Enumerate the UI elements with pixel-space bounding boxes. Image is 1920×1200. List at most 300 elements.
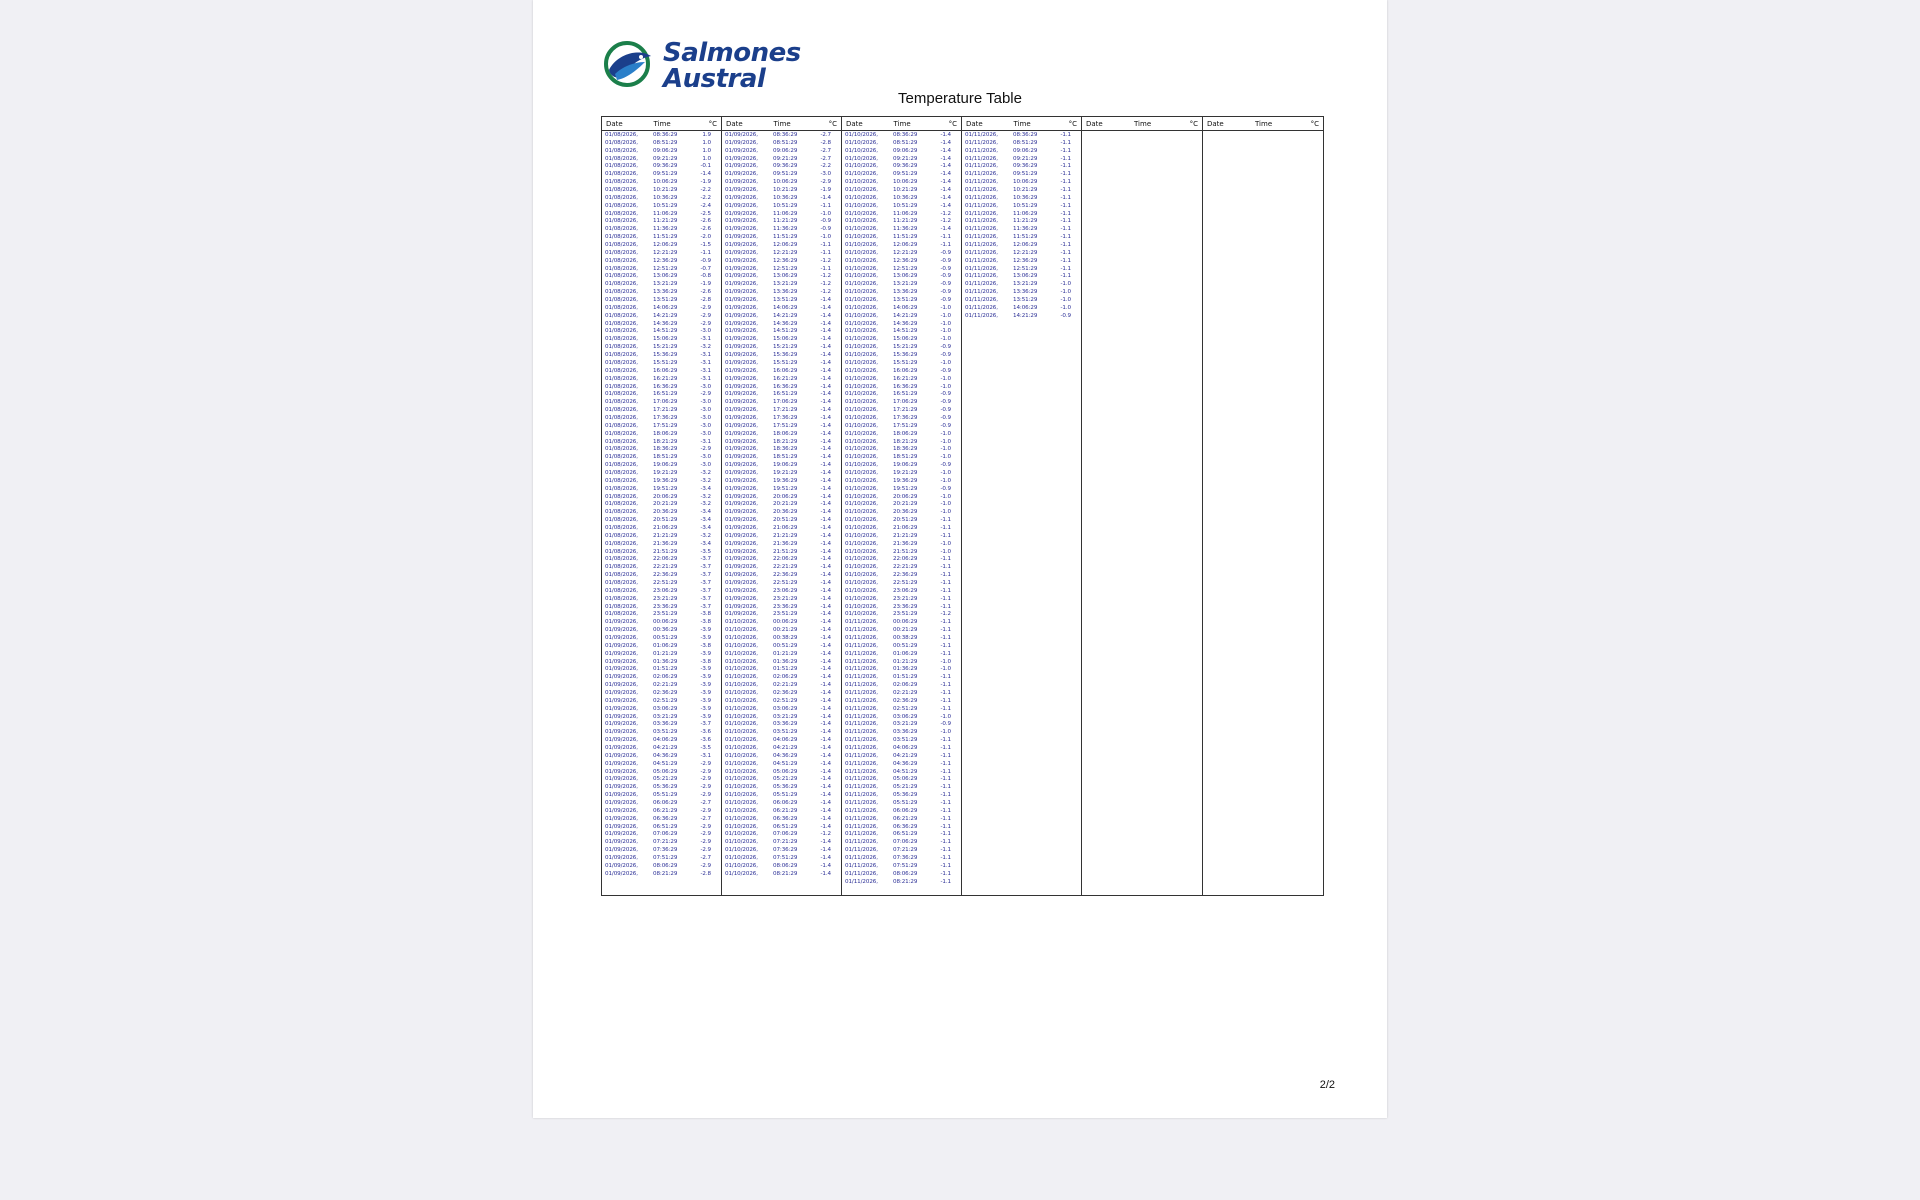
reading-temperature: -0.9 [940, 344, 951, 351]
reading-temperature: -3.0 [700, 328, 711, 335]
reading-temperature: -1.4 [820, 682, 831, 689]
reading-time: 02:36:29 [893, 697, 918, 704]
reading-time: 21:21:29 [773, 532, 798, 539]
reading-row [725, 486, 838, 494]
reading-row [965, 195, 1078, 203]
column-subheader-celsius: °C [1189, 119, 1198, 128]
reading-date: 01/09/2026, [605, 870, 638, 877]
reading-date: 01/10/2026, [845, 163, 878, 170]
reading-row [605, 226, 718, 234]
reading-time: 14:06:29 [893, 304, 918, 311]
reading-temperature: -3.9 [700, 682, 711, 689]
reading-time: 21:51:29 [773, 548, 798, 555]
document-page [533, 0, 1387, 1118]
reading-temperature: -3.1 [700, 336, 711, 343]
reading-date: 01/09/2026, [605, 831, 638, 838]
reading-time: 18:21:29 [893, 438, 918, 445]
reading-date: 01/11/2026, [965, 297, 998, 304]
reading-time: 09:21:29 [653, 155, 678, 162]
reading-time: 22:06:29 [653, 556, 678, 563]
reading-temperature: -1.4 [820, 359, 831, 366]
reading-temperature: -1.1 [940, 564, 951, 571]
reading-time: 16:36:29 [773, 383, 798, 390]
reading-temperature: -3.4 [700, 517, 711, 524]
reading-row [965, 179, 1078, 187]
reading-date: 01/10/2026, [725, 752, 758, 759]
reading-temperature: -1.1 [1060, 242, 1071, 249]
reading-date: 01/10/2026, [845, 242, 878, 249]
reading-temperature: -2.9 [820, 179, 831, 186]
reading-date: 01/10/2026, [725, 674, 758, 681]
reading-time: 11:06:29 [653, 210, 678, 217]
reading-temperature: -3.6 [700, 729, 711, 736]
reading-time: 12:21:29 [653, 249, 678, 256]
reading-time: 07:21:29 [893, 847, 918, 854]
reading-row [965, 234, 1078, 242]
reading-date: 01/10/2026, [845, 517, 878, 524]
reading-row [725, 706, 838, 714]
reading-time: 04:51:29 [773, 760, 798, 767]
reading-temperature: -1.1 [940, 705, 951, 712]
reading-time: 22:51:29 [653, 579, 678, 586]
reading-time: 08:21:29 [893, 878, 918, 885]
reading-row [725, 195, 838, 203]
reading-row [845, 258, 958, 266]
reading-row [605, 195, 718, 203]
reading-temperature: -3.4 [700, 485, 711, 492]
reading-row [845, 242, 958, 250]
reading-time: 01:51:29 [653, 666, 678, 673]
reading-row [725, 368, 838, 376]
reading-date: 01/08/2026, [605, 595, 638, 602]
reading-temperature: -1.1 [820, 242, 831, 249]
reading-temperature: -1.4 [940, 147, 951, 154]
reading-row [725, 281, 838, 289]
reading-temperature: -3.5 [700, 745, 711, 752]
reading-row [845, 203, 958, 211]
reading-time: 10:06:29 [653, 179, 678, 186]
reading-time: 23:36:29 [653, 603, 678, 610]
reading-time: 07:21:29 [653, 839, 678, 846]
reading-date: 01/10/2026, [725, 839, 758, 846]
reading-row [725, 525, 838, 533]
reading-time: 14:06:29 [1013, 304, 1038, 311]
reading-time: 04:06:29 [893, 745, 918, 752]
reading-date: 01/11/2026, [845, 800, 878, 807]
reading-row [845, 462, 958, 470]
reading-time: 16:06:29 [773, 367, 798, 374]
reading-row [725, 611, 838, 619]
reading-time: 12:21:29 [773, 249, 798, 256]
reading-time: 10:21:29 [773, 187, 798, 194]
reading-date: 01/09/2026, [725, 383, 758, 390]
reading-time: 02:36:29 [653, 690, 678, 697]
reading-temperature: -1.4 [820, 297, 831, 304]
reading-date: 01/09/2026, [605, 862, 638, 869]
reading-row [725, 596, 838, 604]
reading-temperature: -1.1 [940, 524, 951, 531]
reading-temperature: -2.9 [700, 776, 711, 783]
reading-row [725, 344, 838, 352]
reading-temperature: -1.1 [1060, 179, 1071, 186]
reading-temperature: -1.1 [940, 532, 951, 539]
reading-temperature: -0.1 [700, 163, 711, 170]
reading-time: 11:36:29 [1013, 226, 1038, 233]
reading-date: 01/10/2026, [725, 713, 758, 720]
reading-row [725, 517, 838, 525]
reading-date: 01/10/2026, [845, 532, 878, 539]
reading-date: 01/10/2026, [725, 792, 758, 799]
reading-temperature: -1.1 [940, 642, 951, 649]
reading-date: 01/11/2026, [845, 807, 878, 814]
reading-date: 01/09/2026, [725, 367, 758, 374]
reading-row [605, 816, 718, 824]
reading-row [725, 494, 838, 502]
reading-temperature: -1.1 [1060, 202, 1071, 209]
reading-row [605, 619, 718, 627]
reading-time: 16:51:29 [893, 391, 918, 398]
reading-time: 01:06:29 [653, 642, 678, 649]
reading-time: 22:06:29 [773, 556, 798, 563]
reading-temperature: -2.9 [700, 839, 711, 846]
reading-date: 01/09/2026, [605, 792, 638, 799]
reading-time: 14:51:29 [773, 328, 798, 335]
reading-row [845, 360, 958, 368]
reading-row [725, 800, 838, 808]
reading-temperature: -1.4 [820, 391, 831, 398]
reading-time: 23:36:29 [773, 603, 798, 610]
reading-date: 01/10/2026, [725, 729, 758, 736]
reading-row [605, 706, 718, 714]
reading-date: 01/10/2026, [725, 642, 758, 649]
reading-row [965, 273, 1078, 281]
reading-temperature: -1.4 [820, 579, 831, 586]
reading-temperature: -1.1 [820, 202, 831, 209]
reading-date: 01/09/2026, [605, 690, 638, 697]
reading-temperature: -3.9 [700, 635, 711, 641]
reading-date: 01/11/2026, [965, 312, 998, 319]
reading-row [965, 266, 1078, 274]
reading-row [605, 682, 718, 690]
reading-temperature: -1.1 [820, 265, 831, 272]
reading-temperature: 1.9 [702, 132, 711, 138]
reading-temperature: -1.1 [940, 737, 951, 744]
reading-time: 08:36:29 [1013, 132, 1038, 138]
reading-date: 01/10/2026, [845, 234, 878, 241]
reading-date: 01/09/2026, [605, 760, 638, 767]
reading-date: 01/08/2026, [605, 485, 638, 492]
reading-temperature: -3.9 [700, 713, 711, 720]
reading-date: 01/10/2026, [725, 823, 758, 830]
reading-date: 01/09/2026, [725, 171, 758, 178]
reading-time: 09:36:29 [773, 163, 798, 170]
reading-time: 14:36:29 [893, 320, 918, 327]
reading-date: 01/08/2026, [605, 587, 638, 594]
reading-date: 01/08/2026, [605, 477, 638, 484]
reading-row [605, 666, 718, 674]
reading-time: 09:51:29 [1013, 171, 1038, 178]
reading-time: 10:51:29 [773, 202, 798, 209]
reading-row [845, 273, 958, 281]
reading-row [605, 140, 718, 148]
reading-date: 01/09/2026, [725, 572, 758, 579]
reading-row [725, 753, 838, 761]
reading-date: 01/10/2026, [845, 438, 878, 445]
reading-date: 01/11/2026, [845, 705, 878, 712]
reading-time: 09:36:29 [653, 163, 678, 170]
reading-time: 20:36:29 [893, 509, 918, 516]
reading-row [605, 391, 718, 399]
reading-date: 01/08/2026, [605, 312, 638, 319]
reading-date: 01/11/2026, [965, 202, 998, 209]
reading-date: 01/09/2026, [725, 540, 758, 547]
reading-temperature: -2.9 [700, 807, 711, 814]
reading-date: 01/10/2026, [725, 870, 758, 877]
reading-temperature: -1.1 [940, 807, 951, 814]
reading-date: 01/08/2026, [605, 532, 638, 539]
reading-temperature: -1.1 [1060, 155, 1071, 162]
reading-time: 10:21:29 [1013, 187, 1038, 194]
reading-time: 04:51:29 [653, 760, 678, 767]
reading-time: 09:06:29 [773, 147, 798, 154]
reading-temperature: -2.9 [700, 391, 711, 398]
reading-date: 01/08/2026, [605, 407, 638, 414]
reading-row [845, 533, 958, 541]
reading-time: 09:06:29 [1013, 147, 1038, 154]
reading-temperature: -1.4 [820, 713, 831, 720]
reading-date: 01/09/2026, [725, 179, 758, 186]
reading-row [605, 604, 718, 612]
reading-temperature: -1.2 [820, 281, 831, 288]
reading-temperature: -3.7 [700, 595, 711, 602]
reading-date: 01/11/2026, [845, 619, 878, 626]
reading-temperature: -0.9 [940, 391, 951, 398]
reading-temperature: -2.7 [820, 132, 831, 138]
reading-temperature: -1.4 [820, 438, 831, 445]
reading-row [725, 250, 838, 258]
reading-date: 01/10/2026, [725, 768, 758, 775]
reading-row [725, 187, 838, 195]
reading-time: 12:51:29 [773, 265, 798, 272]
reading-temperature: -1.1 [940, 862, 951, 869]
reading-time: 22:36:29 [653, 572, 678, 579]
reading-date: 01/11/2026, [965, 147, 998, 154]
reading-temperature: -0.9 [940, 485, 951, 492]
reading-temperature: -0.9 [700, 257, 711, 264]
reading-row [845, 478, 958, 486]
reading-time: 17:51:29 [893, 422, 918, 429]
reading-date: 01/10/2026, [725, 737, 758, 744]
reading-temperature: -1.0 [940, 328, 951, 335]
reading-date: 01/09/2026, [725, 611, 758, 618]
reading-row [725, 156, 838, 164]
reading-temperature: -2.8 [700, 870, 711, 877]
reading-row [845, 352, 958, 360]
column-subheader-date: Date [1086, 119, 1103, 128]
reading-time: 12:36:29 [893, 257, 918, 264]
reading-date: 01/09/2026, [725, 556, 758, 563]
reading-time: 06:36:29 [653, 815, 678, 822]
reading-time: 05:06:29 [773, 768, 798, 775]
reading-time: 01:36:29 [653, 658, 678, 665]
reading-row [605, 368, 718, 376]
reading-date: 01/10/2026, [725, 862, 758, 869]
reading-date: 01/10/2026, [845, 328, 878, 335]
data-column-1 [722, 131, 842, 896]
reading-date: 01/10/2026, [845, 194, 878, 201]
reading-time: 20:21:29 [653, 501, 678, 508]
reading-temperature: -1.4 [820, 627, 831, 634]
reading-date: 01/09/2026, [605, 650, 638, 657]
column-subheader-time: Time [1255, 119, 1273, 128]
reading-time: 11:21:29 [893, 218, 918, 225]
reading-date: 01/10/2026, [845, 430, 878, 437]
reading-date: 01/11/2026, [845, 839, 878, 846]
reading-date: 01/10/2026, [845, 469, 878, 476]
reading-date: 01/08/2026, [605, 281, 638, 288]
reading-temperature: -3.9 [700, 627, 711, 634]
reading-row [845, 179, 958, 187]
reading-time: 23:21:29 [893, 595, 918, 602]
reading-time: 07:36:29 [773, 847, 798, 854]
col-4-header-date [1082, 117, 1203, 131]
reading-date: 01/08/2026, [605, 218, 638, 225]
reading-temperature: -1.4 [820, 792, 831, 799]
reading-temperature: -0.9 [940, 289, 951, 296]
reading-row [725, 604, 838, 612]
reading-date: 01/10/2026, [845, 265, 878, 272]
reading-temperature: -3.0 [700, 383, 711, 390]
reading-row [965, 305, 1078, 313]
reading-temperature: -3.7 [700, 556, 711, 563]
reading-temperature: -0.9 [940, 352, 951, 359]
reading-row [845, 635, 958, 643]
reading-date: 01/09/2026, [725, 210, 758, 217]
reading-row [845, 839, 958, 847]
reading-time: 21:06:29 [653, 524, 678, 531]
reading-row [725, 132, 838, 140]
reading-row [845, 281, 958, 289]
reading-temperature: -3.9 [700, 705, 711, 712]
reading-date: 01/10/2026, [725, 619, 758, 626]
reading-time: 05:21:29 [773, 776, 798, 783]
reading-row [845, 423, 958, 431]
reading-date: 01/09/2026, [725, 344, 758, 351]
reading-date: 01/08/2026, [605, 509, 638, 516]
reading-date: 01/10/2026, [845, 477, 878, 484]
reading-temperature: -1.4 [820, 462, 831, 469]
reading-row [845, 596, 958, 604]
reading-date: 01/10/2026, [845, 359, 878, 366]
reading-row [845, 847, 958, 855]
reading-date: 01/08/2026, [605, 454, 638, 461]
reading-temperature: -1.4 [820, 501, 831, 508]
reading-date: 01/08/2026, [605, 430, 638, 437]
reading-row [605, 847, 718, 855]
reading-time: 04:36:29 [773, 752, 798, 759]
reading-row [845, 336, 958, 344]
reading-row [845, 879, 958, 887]
reading-row [605, 352, 718, 360]
reading-row [845, 588, 958, 596]
reading-date: 01/08/2026, [605, 517, 638, 524]
reading-row [725, 816, 838, 824]
reading-row [845, 501, 958, 509]
column-3-rows [962, 131, 1081, 321]
reading-row [845, 328, 958, 336]
reading-temperature: -2.7 [820, 147, 831, 154]
reading-date: 01/09/2026, [725, 407, 758, 414]
reading-time: 22:06:29 [893, 556, 918, 563]
reading-row [605, 871, 718, 879]
reading-temperature: -3.2 [700, 477, 711, 484]
reading-time: 23:51:29 [773, 611, 798, 618]
reading-row [725, 305, 838, 313]
reading-date: 01/09/2026, [725, 517, 758, 524]
reading-time: 13:06:29 [773, 273, 798, 280]
reading-temperature: -3.0 [700, 399, 711, 406]
reading-date: 01/09/2026, [725, 297, 758, 304]
reading-row [725, 226, 838, 234]
reading-date: 01/08/2026, [605, 210, 638, 217]
reading-row [725, 163, 838, 171]
reading-date: 01/09/2026, [725, 579, 758, 586]
reading-time: 10:36:29 [653, 194, 678, 201]
reading-temperature: -1.1 [940, 587, 951, 594]
reading-date: 01/11/2026, [845, 635, 878, 641]
reading-date: 01/11/2026, [845, 697, 878, 704]
reading-date: 01/11/2026, [845, 642, 878, 649]
reading-row [725, 399, 838, 407]
reading-time: 02:06:29 [773, 674, 798, 681]
reading-time: 00:51:29 [653, 635, 678, 641]
reading-row [845, 549, 958, 557]
reading-time: 21:21:29 [653, 532, 678, 539]
reading-row [965, 148, 1078, 156]
reading-time: 23:36:29 [893, 603, 918, 610]
reading-date: 01/08/2026, [605, 234, 638, 241]
reading-temperature: -1.4 [820, 320, 831, 327]
reading-temperature: -3.9 [700, 690, 711, 697]
reading-temperature: -1.4 [820, 383, 831, 390]
column-subheader-celsius: °C [1068, 119, 1077, 128]
reading-date: 01/09/2026, [725, 399, 758, 406]
reading-temperature: -1.1 [940, 752, 951, 759]
reading-temperature: -3.1 [700, 438, 711, 445]
reading-temperature: -1.0 [940, 540, 951, 547]
reading-temperature: -2.9 [700, 312, 711, 319]
reading-date: 01/08/2026, [605, 391, 638, 398]
reading-date: 01/10/2026, [725, 705, 758, 712]
reading-time: 17:36:29 [773, 414, 798, 421]
reading-temperature: -1.1 [1060, 265, 1071, 272]
reading-date: 01/10/2026, [845, 273, 878, 280]
reading-date: 01/08/2026, [605, 328, 638, 335]
reading-date: 01/08/2026, [605, 359, 638, 366]
reading-temperature: -1.4 [820, 493, 831, 500]
reading-time: 11:51:29 [773, 234, 798, 241]
reading-temperature: -1.4 [820, 800, 831, 807]
col-1-header-date [722, 117, 842, 131]
column-subheader-celsius: °C [708, 119, 717, 128]
reading-temperature: -1.0 [940, 469, 951, 476]
reading-temperature: -1.1 [1060, 249, 1071, 256]
reading-temperature: -1.2 [820, 289, 831, 296]
col-5-header-date [1203, 117, 1324, 131]
reading-row [605, 863, 718, 871]
reading-temperature: -1.4 [820, 485, 831, 492]
reading-date: 01/08/2026, [605, 611, 638, 618]
